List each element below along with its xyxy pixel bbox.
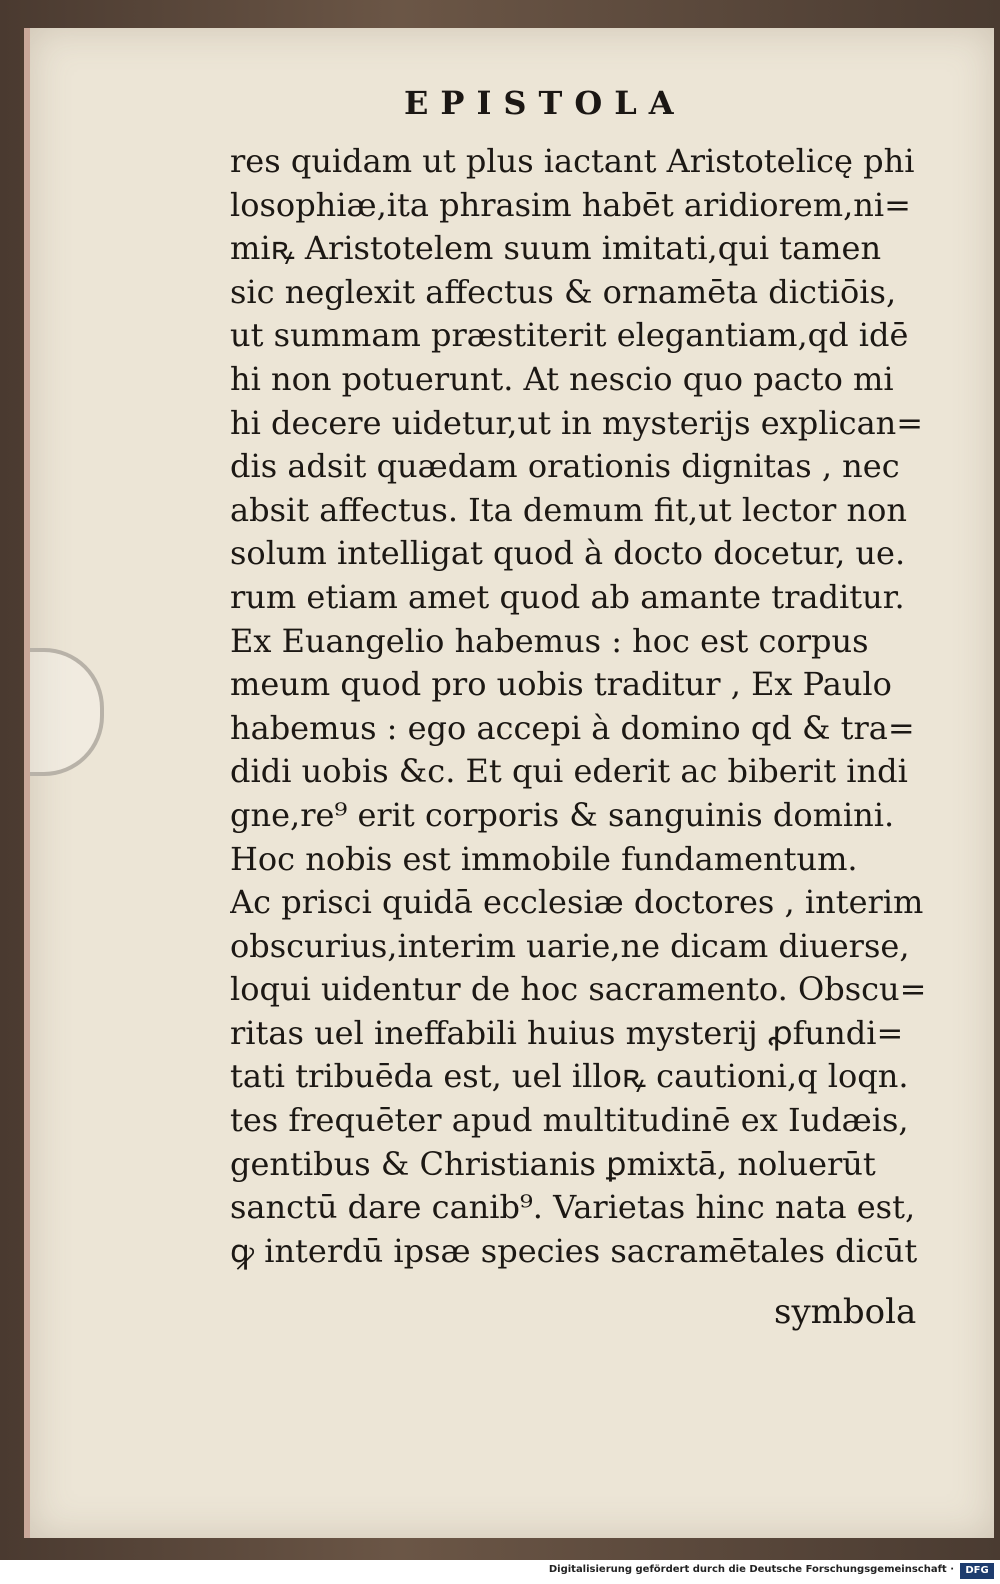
text-line: absit affectus. Ita demum fit,ut lector non <box>230 490 907 529</box>
text-line: dis adsit quædam orationis dignitas , nec <box>230 447 900 486</box>
text-line: Ac prisci quidā ecclesiæ doctores , interim <box>230 883 924 922</box>
footer-credit: Digitalisierung gefördert durch die Deutsche Forschungsgemeinschaft · <box>548 1564 954 1575</box>
text-block <box>230 140 930 1273</box>
text-line: gne,re⁹ erit corporis & sanguinis domini. <box>230 795 895 834</box>
catchword: symbola <box>774 1292 917 1332</box>
text-line: Ex Euangelio habemus : hoc est corpus <box>230 621 869 660</box>
text-line: didi uobis &c. Et qui ederit ac biberit indi <box>230 752 908 791</box>
book-clasp <box>30 648 104 776</box>
text-line: miꝶ Aristotelem suum imitati,qui tamen <box>230 229 882 268</box>
text-line: gentibus & Christianis ꝑmixtā, noluerūt <box>230 1144 876 1183</box>
footer-bar <box>0 1560 1000 1584</box>
text-line: hi non potuerunt. At nescio quo pacto mi <box>230 359 894 398</box>
text-line: solum intelligat quod à docto docetur, ue. <box>230 534 906 573</box>
text-line: tes frequēter apud multitudinē ex Iudæis, <box>230 1101 909 1140</box>
text-line: ritas uel ineffabili huius mysterij ꝓfundi= <box>230 1013 904 1052</box>
text-line: Hoc nobis est immobile fundamentum. <box>230 839 858 878</box>
text-line: losophiæ,ita phrasim habēt aridiorem,ni= <box>230 185 911 224</box>
text-line: rum etiam amet quod ab amante traditur. <box>230 577 905 616</box>
text-line: obscurius,interim uarie,ne dicam diuerse, <box>230 926 910 965</box>
text-line: loqui uidentur de hoc sacramento. Obscu= <box>230 970 927 1009</box>
text-line: ꝙ interdū ipsæ species sacramētales dicūt <box>230 1231 918 1270</box>
text-line: hi decere uidetur,ut in mysterijs explican= <box>230 403 924 442</box>
text-line: res quidam ut plus iactant Aristotelicę phi <box>230 142 915 180</box>
text-line: habemus : ego accepi à domino qd & tra= <box>230 708 915 747</box>
text-line: sic neglexit affectus & ornamēta dictiōis, <box>230 272 897 311</box>
text-line: meum quod pro uobis traditur , Ex Paulo <box>230 665 892 704</box>
text-line: sanctū dare canib⁹. Varietas hinc nata est, <box>230 1188 916 1227</box>
text-line: tati tribuēda est, uel illoꝶ cautioni,q loqn. <box>230 1057 909 1096</box>
text-line: ut summam præstiterit elegantiam,qd idē <box>230 316 909 355</box>
dfg-logo: DFG <box>960 1563 994 1579</box>
running-head: EPISTOLA <box>404 84 686 122</box>
